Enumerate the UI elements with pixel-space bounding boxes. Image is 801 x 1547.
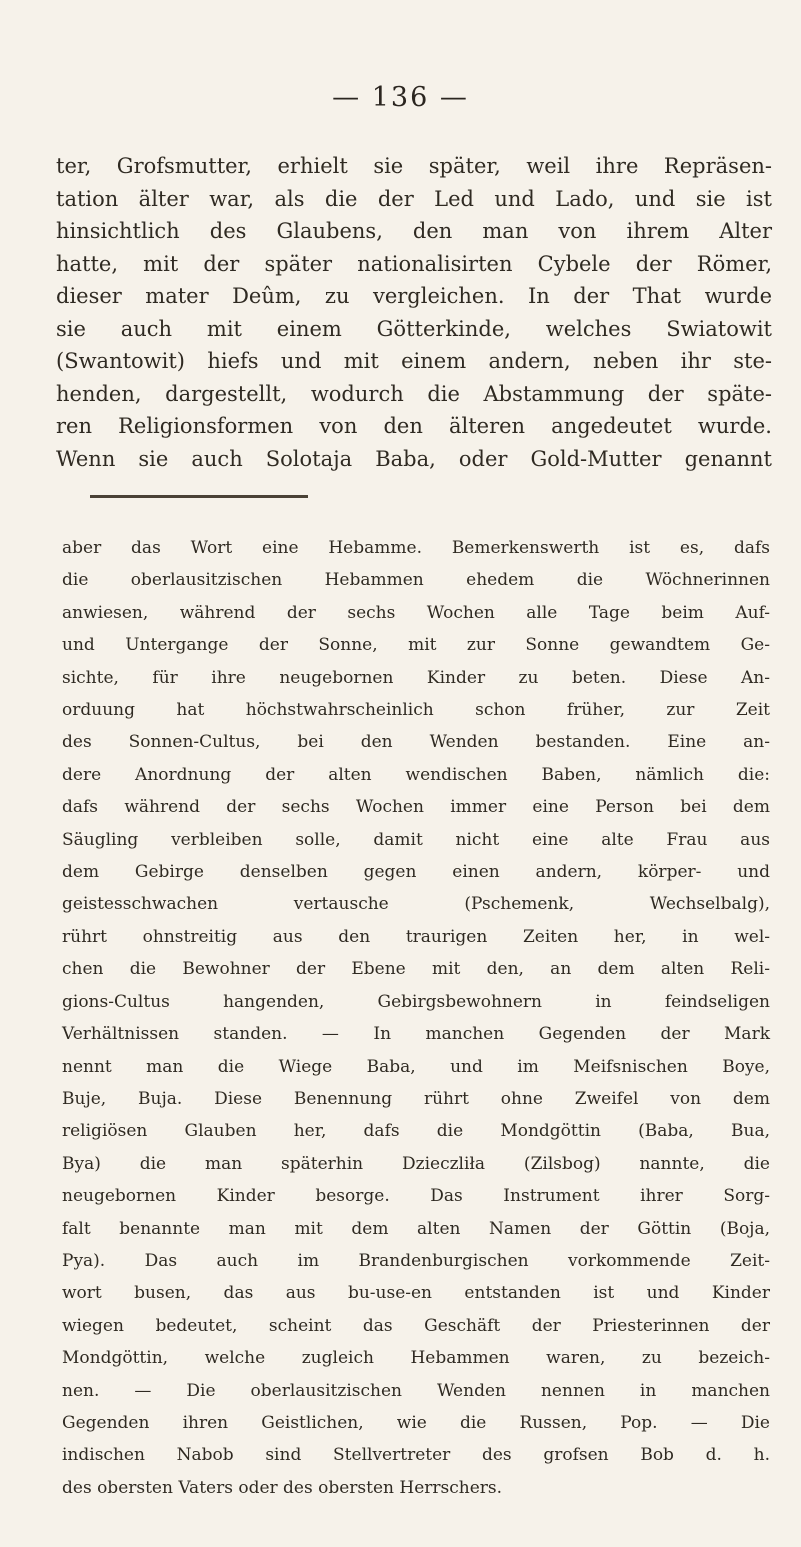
footnote-line: indischen Nabob sind Stellvertreter des grofsen Bob d. h. — [62, 1445, 770, 1466]
footnote-separator-rule — [90, 495, 308, 498]
main-text-line: hatte, mit der später nationalisirten Cybele der Römer, — [56, 251, 772, 276]
footnote-line: aber das Wort eine Hebamme. Bemerkenswerth ist es, dafs — [62, 538, 770, 558]
footnote-line: des Sonnen-Cultus, bei den Wenden bestanden. Eine an- — [62, 732, 770, 753]
footnote-line: Pya). Das auch im Brandenburgischen vorkommende Zeit- — [62, 1250, 770, 1271]
footnote-line: Mondgöttin, welche zugleich Hebammen waren, zu bezeich- — [62, 1348, 770, 1369]
page-number: — 136 — — [332, 82, 469, 113]
footnote-line: Bya) die man späterhin Dzieczliła (Zilsbog) nannte, die — [62, 1153, 770, 1174]
footnote-line: religiösen Glauben her, dafs die Mondgöttin (Baba, Bua, — [62, 1121, 770, 1142]
footnote-line: Buje, Buja. Diese Benennung rührt ohne Zweifel von dem — [62, 1088, 770, 1109]
footnote-line: und Untergange der Sonne, mit zur Sonne gewandtem Ge- — [62, 635, 770, 656]
footnote-line: dafs während der sechs Wochen immer eine Person bei dem — [62, 797, 770, 818]
footnote-line: chen die Bewohner der Ebene mit den, an dem alten Reli- — [62, 959, 770, 980]
footnote-block — [62, 532, 770, 1504]
footnote-line: die oberlausitzischen Hebammen ehedem die Wöchnerinnen — [62, 570, 770, 591]
footnote-line: Gegenden ihren Geistlichen, wie die Russen, Pop. — Die — [62, 1412, 770, 1433]
footnote-line: Verhältnissen standen. — In manchen Gegenden der Mark — [62, 1024, 770, 1045]
footnote-line: Säugling verbleiben solle, damit nicht eine alte Frau aus — [62, 829, 770, 850]
main-text-line: dieser mater Deûm, zu vergleichen. In der That wurde — [56, 284, 772, 308]
main-text-line: tation älter war, als die der Led und Lado, und sie ist — [56, 186, 772, 211]
footnote-line: gions-Cultus hangenden, Gebirgsbewohnern in feindseligen — [62, 991, 770, 1012]
footnote-line: nennt man die Wiege Baba, und im Meifsnischen Boye, — [62, 1056, 770, 1077]
main-text-line: (Swantowit) hiefs und mit einem andern, neben ihr ste- — [56, 349, 772, 373]
main-text-line: hinsichtlich des Glaubens, den man von ihrem Alter — [56, 219, 772, 243]
main-text-block — [56, 150, 772, 475]
main-text-line: ter, Grofsmutter, erhielt sie später, weil ihre Repräsen- — [56, 154, 772, 178]
main-text-line: henden, dargestellt, wodurch die Abstammung der späte- — [56, 381, 772, 406]
main-text-line: ren Religionsformen von den älteren angedeutet wurde. — [56, 414, 772, 438]
footnote-line: falt benannte man mit dem alten Namen der Göttin (Boja, — [62, 1218, 770, 1239]
footnote-line: dem Gebirge denselben gegen einen andern, körper- und — [62, 862, 770, 883]
footnote-line: wort busen, das aus bu-use-en entstanden ist und Kinder — [62, 1283, 770, 1304]
footnote-line: geistesschwachen vertausche (Pschemenk, Wechselbalg), — [62, 894, 770, 915]
footnote-line: wiegen bedeutet, scheint das Geschäft der Priesterinnen der — [62, 1315, 770, 1336]
footnote-line: orduung hat höchstwahrscheinlich schon früher, zur Zeit — [62, 700, 770, 721]
footnote-line: des obersten Vaters oder des obersten Herrschers. — [62, 1477, 503, 1498]
footnote-line: neugebornen Kinder besorge. Das Instrument ihrer Sorg- — [62, 1186, 770, 1207]
footnote-line: dere Anordnung der alten wendischen Baben, nämlich die: — [62, 764, 770, 785]
footnote-line: anwiesen, während der sechs Wochen alle Tage beim Auf- — [62, 602, 770, 623]
main-text-line: sie auch mit einem Götterkinde, welches Swiatowit — [56, 316, 772, 341]
main-text-line: Wenn sie auch Solotaja Baba, oder Gold-Mutter genannt — [56, 446, 772, 471]
footnote-line: nen. — Die oberlausitzischen Wenden nennen in manchen — [62, 1380, 770, 1401]
footnote-line: rührt ohnstreitig aus den traurigen Zeiten her, in wel- — [62, 926, 770, 947]
footnote-line: sichte, für ihre neugebornen Kinder zu beten. Diese An- — [62, 667, 770, 688]
